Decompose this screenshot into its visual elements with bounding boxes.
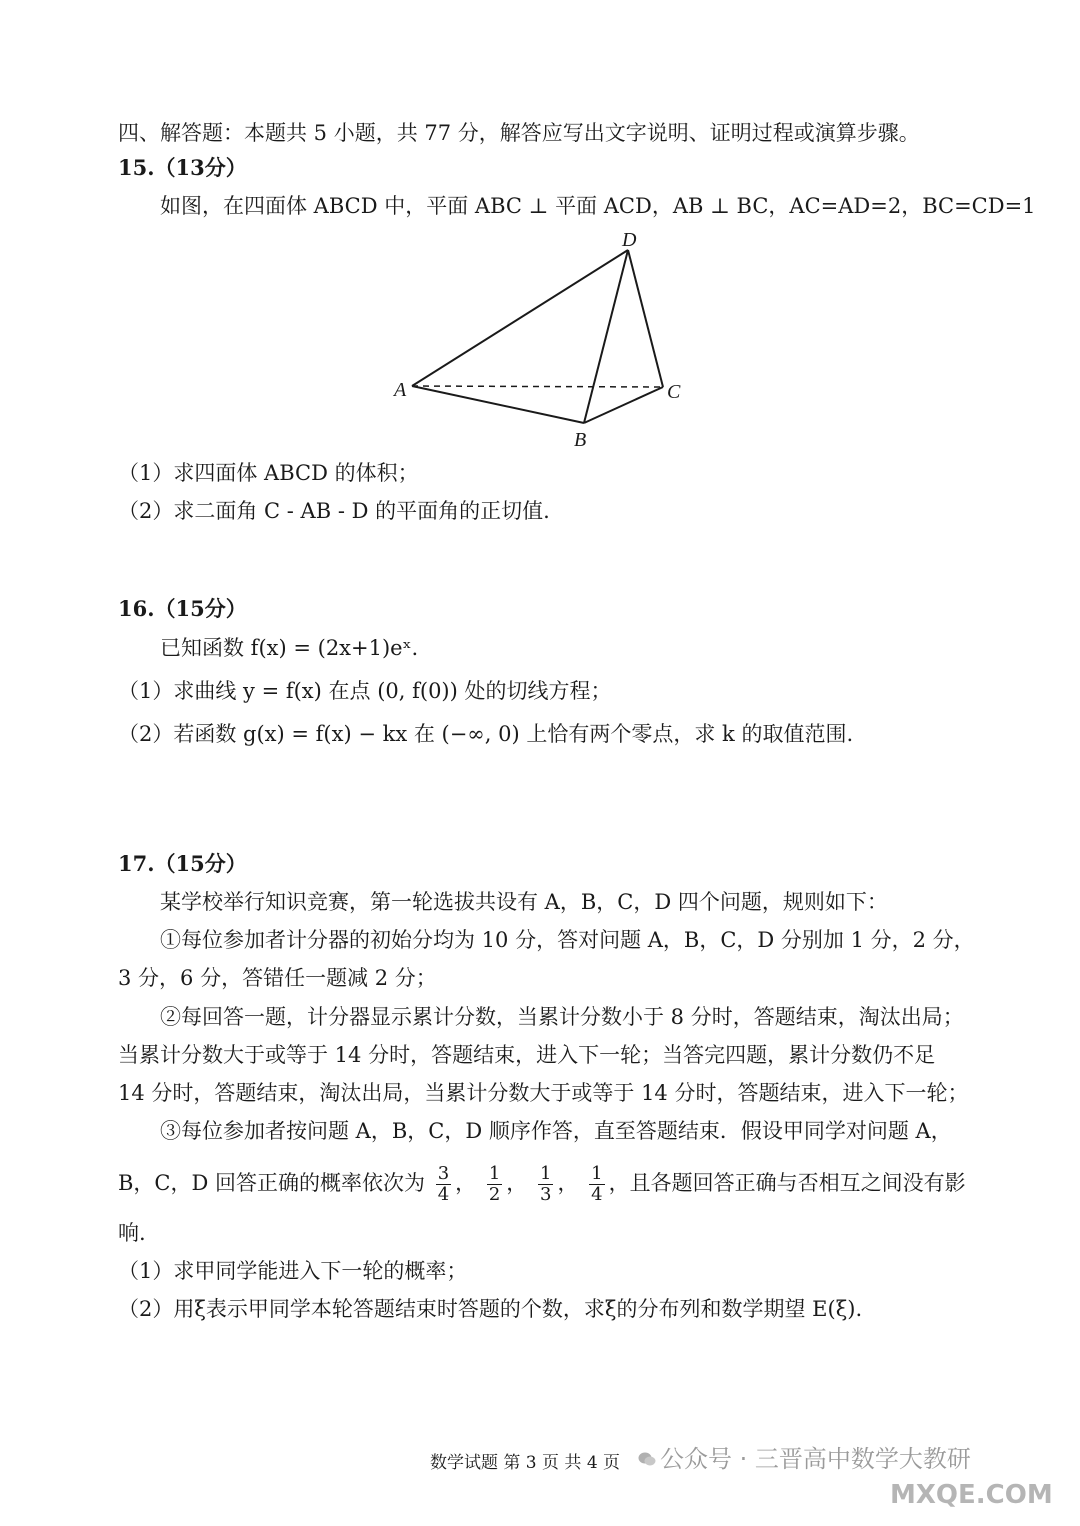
q15-part1: （1）求四面体 ABCD 的体积； <box>118 461 419 485</box>
tetrahedron-figure <box>380 226 710 452</box>
vertex-label-b: B <box>574 429 587 451</box>
fraction-separator: ， <box>455 1171 477 1195</box>
fraction: $\frac{1}{2}$ <box>488 1163 501 1205</box>
wechat-icon <box>638 1451 656 1467</box>
edge-bd <box>584 250 628 423</box>
q17-rule3-line1: ③每位参加者按问题 A，B，C，D 顺序作答，直至答题结束．假设甲同学对问题 A， <box>160 1119 952 1143</box>
vertex-label-a: A <box>394 379 407 401</box>
watermark-text: 公众号 · 三晋高中数学大教研 <box>660 1445 971 1473</box>
q17-part1: （1）求甲同学能进入下一轮的概率； <box>118 1259 468 1283</box>
edge-ac-hidden <box>412 386 663 387</box>
q16-number: 16.（15分） <box>118 596 247 621</box>
q17-rule2-line2: 当累计分数大于或等于 14 分时，答题结束，进入下一轮；当答完四题，累计分数仍不足 <box>118 1043 936 1067</box>
q17-rule3-line2-post: ，且各题回答正确与否相互之间没有影 <box>608 1171 966 1195</box>
q17-rule1-line1: ①每位参加者计分器的初始分均为 10 分，答对问题 A，B，C，D 分别加 1 分，2 分， <box>160 928 975 952</box>
fraction-separator: ， <box>557 1171 579 1195</box>
q16-part2: （2）若函数 g(x) = f(x) − kx 在 (−∞, 0) 上恰有两个零点，求 k 的取值范围. <box>118 722 854 746</box>
q17-intro: 某学校举行知识竞赛，第一轮选拔共设有 A，B，C，D 四个问题，规则如下： <box>160 890 888 914</box>
section-heading: 四、解答题：本题共 5 小题，共 77 分，解答应写出文字说明、证明过程或演算步骤。 <box>118 121 920 145</box>
watermark-site: MXQE.COM <box>890 1480 1053 1510</box>
fraction-separator: ， <box>506 1171 528 1195</box>
q17-part2: （2）用ξ表示甲同学本轮答题结束时答题的个数，求ξ的分布列和数学期望 E(ξ). <box>118 1297 863 1321</box>
fraction: $\frac{3}{4}$ <box>437 1163 450 1205</box>
vertex-label-c: C <box>667 381 681 403</box>
q17-rule3-line2 <box>118 1164 966 1205</box>
edge-ad <box>412 250 628 386</box>
q15-stem: 如图，在四面体 ABCD 中，平面 ABC ⊥ 平面 ACD，AB ⊥ BC，AC=AD=2，BC=CD=1 <box>160 194 1036 218</box>
vertex-label-d: D <box>622 229 637 251</box>
q17-rule2-line1: ②每回答一题，计分器显示累计分数，当累计分数小于 8 分时，答题结束，淘汰出局； <box>160 1005 964 1029</box>
edge-ab <box>412 386 584 423</box>
q17-rule3-line3: 响. <box>118 1221 146 1245</box>
q17-rule3-line2-pre: B，C，D 回答正确的概率依次为 <box>118 1171 426 1195</box>
q16-stem: 已知函数 f(x) = (2x+1)eˣ. <box>160 636 419 660</box>
q17-rule1-line2: 3 分，6 分，答错任一题减 2 分； <box>118 966 437 990</box>
fraction: $\frac{1}{4}$ <box>591 1163 603 1205</box>
q15-part2: （2）求二面角 C - AB - D 的平面角的正切值. <box>118 499 550 523</box>
q16-part1: （1）求曲线 y = f(x) 在点 (0, f(0)) 处的切线方程； <box>118 679 612 703</box>
fraction: $\frac{1}{3}$ <box>539 1163 552 1205</box>
edge-cd <box>628 250 663 387</box>
page-footer: 数学试题 第 3 页 共 4 页 <box>430 1453 621 1473</box>
q17-number: 17.（15分） <box>118 851 247 876</box>
edge-bc <box>584 387 663 423</box>
q17-rule2-line3: 14 分时，答题结束，淘汰出局，当累计分数大于或等于 14 分时，答题结束，进入下一轮； <box>118 1081 969 1105</box>
q15-number: 15.（13分） <box>118 155 247 180</box>
